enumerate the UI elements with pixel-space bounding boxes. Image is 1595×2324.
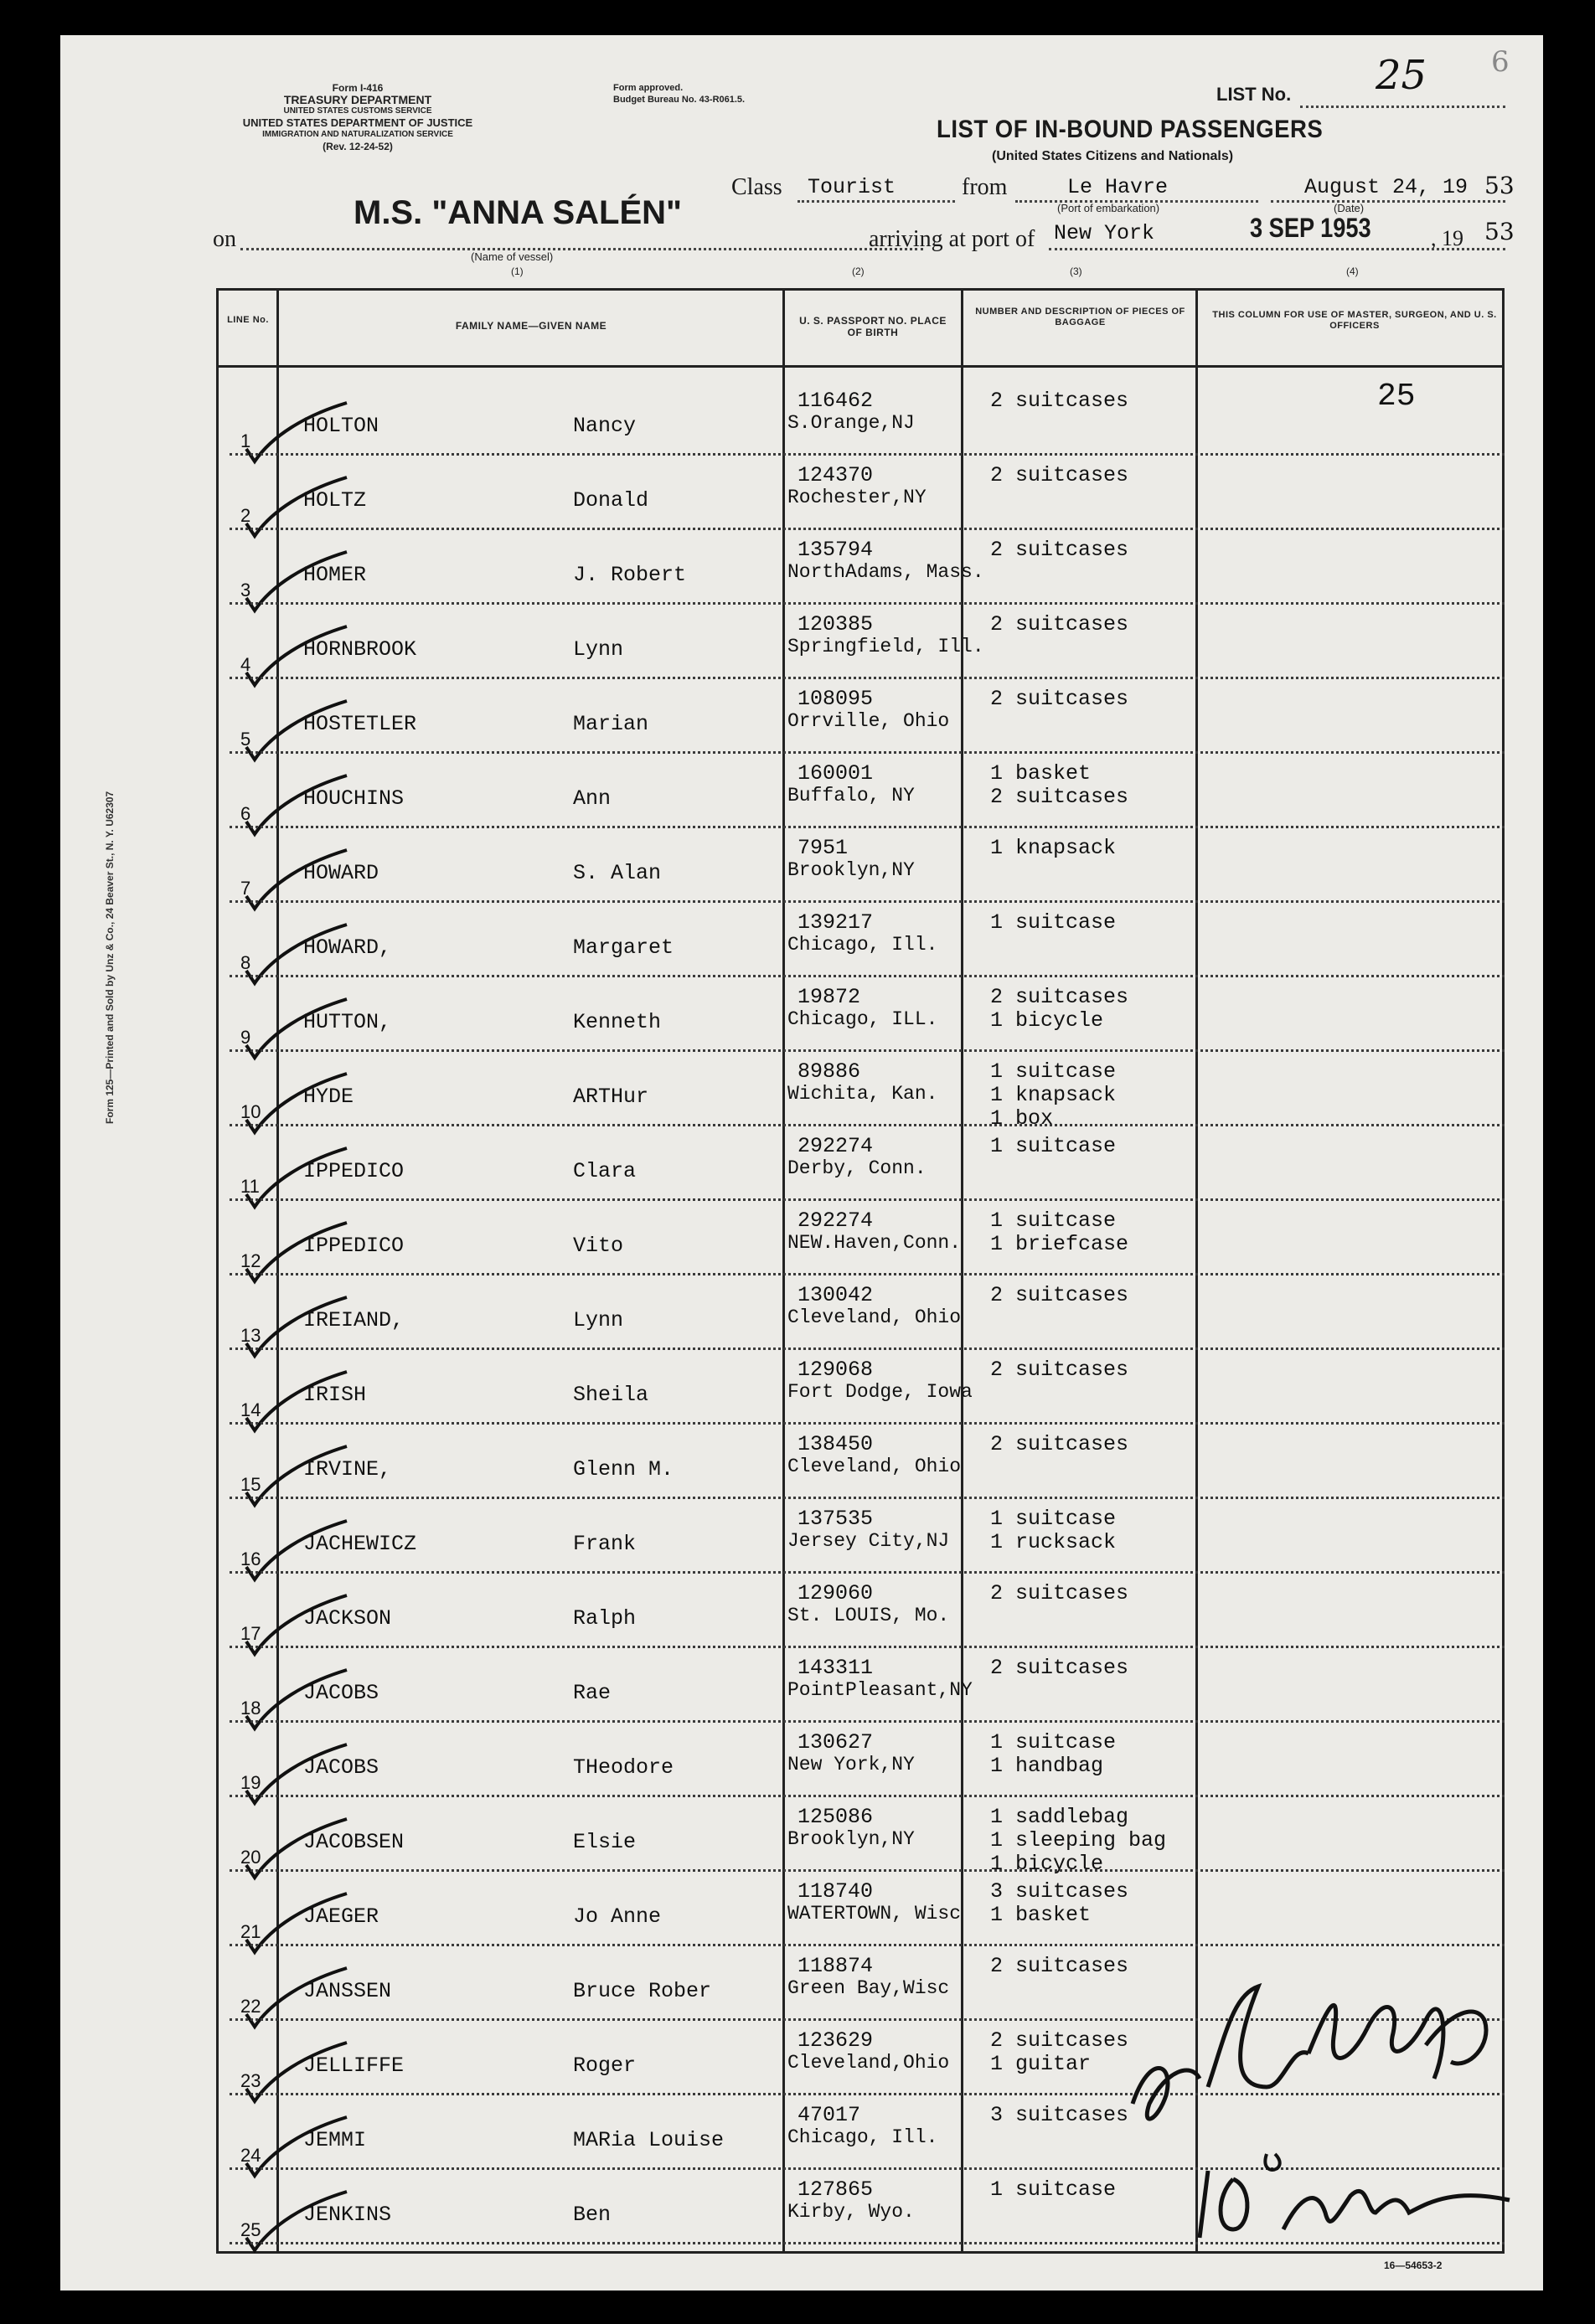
place-of-birth: NorthAdams, Mass. — [787, 561, 984, 583]
row-rule — [230, 1124, 1505, 1126]
place-of-birth: New York,NY — [787, 1754, 915, 1775]
form-number: Form I-416 — [332, 82, 384, 94]
budget-text: Budget Bureau No. 43-R061.5. — [613, 95, 746, 105]
baggage-item: 2 suitcases — [990, 985, 1129, 1009]
given-name: Clara — [573, 1159, 637, 1183]
passport-number: 123629 — [798, 2028, 874, 2053]
line-number: 5 — [240, 729, 251, 750]
baggage-item: 3 suitcases — [990, 2103, 1129, 2127]
baggage-item: 2 suitcases — [990, 2028, 1129, 2053]
baggage-item: 2 suitcases — [990, 1656, 1129, 1680]
family-name: HUTTON, — [303, 1010, 392, 1034]
table-row — [60, 904, 1543, 978]
check-mark — [238, 1666, 355, 1733]
baggage-item: 2 suitcases — [990, 463, 1129, 487]
place-of-birth: Cleveland,Ohio — [787, 2052, 950, 2074]
baggage-item: 2 suitcases — [990, 687, 1129, 711]
header-passport: U. S. PASSPORT NO. PLACE OF BIRTH — [799, 315, 947, 338]
line-number: 14 — [240, 1399, 261, 1420]
baggage-item: 1 suitcase — [990, 1208, 1117, 1233]
table-row — [60, 1202, 1543, 1276]
row-rule — [230, 1571, 1505, 1574]
header-baggage: NUMBER AND DESCRIPTION OF PIECES OF BAGGAGE — [975, 307, 1185, 327]
family-name: HYDE — [303, 1085, 354, 1109]
line-number: 20 — [240, 1847, 261, 1868]
table-row — [60, 1053, 1543, 1131]
given-name: Glenn M. — [573, 1457, 674, 1481]
check-mark — [238, 771, 355, 838]
baggage-item: 1 basket — [990, 761, 1092, 786]
check-mark — [238, 995, 355, 1062]
family-name: IRISH — [303, 1383, 367, 1407]
line-number: 11 — [240, 1176, 260, 1197]
given-name: Ben — [573, 2203, 612, 2227]
form-revision: (Rev. 12-24-52) — [323, 141, 393, 152]
check-mark — [238, 1815, 355, 1882]
passport-number: 143311 — [798, 1656, 874, 1680]
table-row — [60, 1500, 1543, 1574]
passport-number: 7951 — [798, 836, 849, 860]
line-number: 23 — [240, 2070, 261, 2091]
check-mark — [238, 1219, 355, 1286]
family-name: HOSTETLER — [303, 712, 417, 736]
family-name: JACOBS — [303, 1755, 379, 1780]
baggage-item: 1 suitcase — [990, 2177, 1117, 2202]
place-of-birth: Rochester,NY — [787, 487, 927, 508]
passport-number: 292274 — [798, 1134, 874, 1158]
check-mark — [238, 920, 355, 987]
baggage-item: 2 suitcases — [990, 612, 1129, 636]
given-name: MARia Louise — [573, 2128, 725, 2152]
place-of-birth: Orrville, Ohio — [787, 710, 950, 732]
list-subtitle: (United States Citizens and Nationals) — [992, 149, 1234, 163]
row-rule — [230, 1198, 1505, 1201]
place-of-birth: Chicago, Ill. — [787, 2126, 938, 2148]
row-rule — [230, 1049, 1505, 1052]
line-number: 6 — [240, 803, 251, 824]
class-label: Class — [731, 174, 782, 200]
inspector-signature — [1116, 1961, 1518, 2263]
baggage-item: 1 basket — [990, 1903, 1092, 1927]
family-name: HOLTON — [303, 414, 379, 438]
header-line-no: LINE No. — [227, 315, 269, 325]
passport-number: 108095 — [798, 687, 874, 711]
baggage-item: 2 suitcases — [990, 1432, 1129, 1456]
passport-number: 19872 — [798, 985, 861, 1009]
line-number: 13 — [240, 1325, 261, 1346]
officer-column-note: 25 — [1377, 379, 1416, 415]
check-mark — [238, 1368, 355, 1435]
header-officers: THIS COLUMN FOR USE OF MASTER, SURGEON, AND U. S. OFFICERS — [1212, 310, 1497, 331]
given-name: Roger — [573, 2053, 637, 2078]
family-name: HOLTZ — [303, 488, 367, 513]
embark-caption: (Port of embarkation) — [1057, 202, 1160, 214]
line-number: 1 — [240, 430, 251, 451]
row-rule — [230, 751, 1505, 754]
col-num-4: (4) — [1346, 265, 1359, 277]
line-number: 12 — [240, 1250, 261, 1271]
table-row — [60, 531, 1543, 605]
baggage-item: 1 suitcase — [990, 1507, 1117, 1531]
place-of-birth: Buffalo, NY — [787, 785, 915, 806]
place-of-birth: WATERTOWN, Wisc — [787, 1903, 962, 1925]
given-name: Vito — [573, 1234, 624, 1258]
vessel-name: M.S. "ANNA SALÉN" — [354, 194, 683, 231]
line-number: 17 — [240, 1623, 261, 1644]
table-row — [60, 829, 1543, 904]
passport-number: 127865 — [798, 2177, 874, 2202]
corner-mark: 6 — [1491, 45, 1510, 79]
place-of-birth: NEW.Haven,Conn. — [787, 1232, 962, 1254]
passport-number: 160001 — [798, 761, 874, 786]
given-name: J. Robert — [573, 563, 687, 587]
table-row — [60, 1649, 1543, 1724]
table-row — [60, 1873, 1543, 1947]
family-name: HORNBROOK — [303, 637, 417, 662]
baggage-item: 1 suitcase — [990, 1730, 1117, 1755]
on-label: on — [213, 226, 236, 252]
baggage-item: 3 suitcases — [990, 1879, 1129, 1904]
list-title: LIST OF IN-BOUND PASSENGERS — [937, 116, 1324, 143]
place-of-birth: Springfield, Ill. — [787, 636, 984, 657]
family-name: HOWARD — [303, 861, 379, 885]
given-name: THeodore — [573, 1755, 674, 1780]
baggage-item: 2 suitcases — [990, 1581, 1129, 1605]
line-number: 19 — [240, 1772, 261, 1793]
place-of-birth: Green Bay,Wisc — [787, 1977, 950, 1999]
given-name: Margaret — [573, 935, 674, 960]
ins-service: IMMIGRATION AND NATURALIZATION SERVICE — [262, 130, 453, 139]
check-mark — [238, 548, 355, 615]
line-number: 3 — [240, 580, 251, 600]
passport-number: 137535 — [798, 1507, 874, 1531]
place-of-birth: St. LOUIS, Mo. — [787, 1605, 950, 1626]
place-of-birth: Cleveland, Ohio — [787, 1456, 962, 1477]
place-of-birth: Chicago, ILL. — [787, 1008, 938, 1030]
passport-number: 130627 — [798, 1730, 874, 1755]
table-row — [60, 755, 1543, 829]
given-name: Lynn — [573, 637, 624, 662]
check-mark — [238, 1144, 355, 1211]
row-rule — [230, 528, 1505, 530]
form-header-block — [190, 82, 525, 152]
given-name: Ann — [573, 786, 612, 811]
baggage-item: 1 saddlebag — [990, 1805, 1129, 1829]
table-row — [60, 605, 1543, 680]
given-name: Kenneth — [573, 1010, 662, 1034]
family-name: JANSSEN — [303, 1979, 392, 2003]
list-number: 25 — [1376, 52, 1427, 99]
line-number: 21 — [240, 1921, 261, 1942]
row-rule — [230, 1273, 1505, 1275]
header-name: FAMILY NAME—GIVEN NAME — [455, 320, 607, 332]
family-name: HOWARD, — [303, 935, 392, 960]
check-mark — [238, 1517, 355, 1584]
arrival-year: 53 — [1484, 218, 1515, 245]
date-line — [1271, 200, 1505, 203]
table-row — [60, 1276, 1543, 1351]
table-row — [60, 382, 1543, 456]
family-name: JACOBS — [303, 1681, 379, 1705]
given-name: Sheila — [573, 1383, 649, 1407]
line-number: 18 — [240, 1698, 261, 1719]
check-mark — [238, 2187, 355, 2254]
passport-number: 129060 — [798, 1581, 874, 1605]
baggage-item: 2 suitcases — [990, 1954, 1129, 1978]
passport-number: 135794 — [798, 538, 874, 562]
row-rule — [230, 677, 1505, 679]
passport-number: 138450 — [798, 1432, 874, 1456]
check-mark — [238, 1964, 355, 2031]
header-bottom-rule — [216, 365, 1505, 368]
class-line — [798, 200, 955, 203]
place-of-birth: S.Orange,NJ — [787, 412, 915, 434]
from-label: from — [962, 174, 1008, 200]
passport-number: 89886 — [798, 1059, 861, 1084]
table-row — [60, 1127, 1543, 1202]
passport-number: 118740 — [798, 1879, 874, 1904]
place-of-birth: Cleveland, Ohio — [787, 1306, 962, 1328]
passport-number: 116462 — [798, 389, 874, 413]
class-value: Tourist — [808, 175, 896, 199]
line-number: 15 — [240, 1474, 261, 1495]
baggage-item: 1 briefcase — [990, 1232, 1129, 1256]
table-row — [60, 1798, 1543, 1876]
row-rule — [230, 453, 1505, 456]
check-mark — [238, 846, 355, 913]
row-rule — [230, 602, 1505, 605]
check-mark — [238, 2113, 355, 2180]
baggage-item: 1 knapsack — [990, 1083, 1117, 1107]
line-number: 10 — [240, 1101, 261, 1122]
given-name: Marian — [573, 712, 649, 736]
baggage-item: 2 suitcases — [990, 1283, 1129, 1307]
arrival-year-prefix: , 19 — [1431, 226, 1463, 250]
baggage-item: 1 box — [990, 1106, 1054, 1131]
passport-number: 118874 — [798, 1954, 874, 1978]
family-name: JACKSON — [303, 1606, 392, 1631]
justice-dept: UNITED STATES DEPARTMENT OF JUSTICE — [242, 116, 473, 129]
family-name: IPPEDICO — [303, 1159, 405, 1183]
line-number: 4 — [240, 654, 251, 675]
baggage-item: 2 suitcases — [990, 538, 1129, 562]
list-number-line — [1300, 106, 1505, 108]
table-row — [60, 456, 1543, 531]
list-label: LIST No. — [1216, 84, 1292, 105]
row-rule — [230, 1497, 1505, 1499]
check-mark — [238, 1889, 355, 1956]
row-rule — [230, 1348, 1505, 1350]
baggage-item: 1 sleeping bag — [990, 1828, 1167, 1853]
port-of-embarkation: Le Havre — [1067, 175, 1169, 199]
family-name: HOMER — [303, 563, 367, 587]
passport-number: 120385 — [798, 612, 874, 636]
table-row — [60, 680, 1543, 755]
family-name: JELLIFFE — [303, 2053, 405, 2078]
check-mark — [238, 1293, 355, 1360]
row-rule — [230, 1869, 1505, 1872]
arrival-port: New York — [1054, 221, 1155, 245]
table-row — [60, 1425, 1543, 1500]
given-name: ARTHur — [573, 1085, 649, 1109]
check-mark — [238, 1591, 355, 1658]
bottom-code: 16—54653-2 — [1384, 2260, 1443, 2271]
table-row — [60, 1574, 1543, 1649]
baggage-item: 1 suitcase — [990, 1059, 1117, 1084]
place-of-birth: Kirby, Wyo. — [787, 2201, 915, 2223]
check-mark — [238, 1442, 355, 1509]
place-of-birth: Wichita, Kan. — [787, 1083, 938, 1105]
line-number: 25 — [240, 2219, 261, 2240]
line-number: 7 — [240, 878, 251, 899]
row-rule — [230, 1795, 1505, 1797]
col-num-3: (3) — [1070, 265, 1082, 277]
vessel-line — [240, 248, 923, 250]
row-rule — [230, 826, 1505, 828]
col-num-1: (1) — [511, 265, 524, 277]
family-name: IPPEDICO — [303, 1234, 405, 1258]
approved-text: Form approved. — [613, 83, 684, 93]
baggage-item: 1 knapsack — [990, 836, 1117, 860]
family-name: IRVINE, — [303, 1457, 392, 1481]
place-of-birth: Chicago, Ill. — [787, 934, 938, 956]
given-name: Jo Anne — [573, 1904, 662, 1929]
line-number: 22 — [240, 1996, 261, 2017]
check-mark — [238, 697, 355, 764]
baggage-item: 1 guitar — [990, 2052, 1092, 2076]
arrival-stamp: 3 SEP 1953 — [1250, 213, 1371, 243]
passport-number: 130042 — [798, 1283, 874, 1307]
row-rule — [230, 1646, 1505, 1648]
check-mark — [238, 1740, 355, 1807]
table-row — [60, 1351, 1543, 1425]
arrival-line — [1049, 248, 1505, 250]
given-name: Bruce Rober — [573, 1979, 712, 2003]
baggage-item: 2 suitcases — [990, 785, 1129, 809]
place-of-birth: Brooklyn,NY — [787, 859, 915, 881]
row-rule — [230, 1422, 1505, 1425]
signature-text — [1233, 2020, 1240, 2021]
line-number: 24 — [240, 2145, 261, 2166]
baggage-item: 1 suitcase — [990, 1134, 1117, 1158]
check-mark — [238, 399, 355, 466]
check-mark — [238, 473, 355, 540]
embark-date: August 24, 19 — [1304, 175, 1469, 199]
baggage-item: 1 rucksack — [990, 1530, 1117, 1554]
family-name: JEMMI — [303, 2128, 367, 2152]
col-num-2: (2) — [852, 265, 865, 277]
family-name: IREIAND, — [303, 1308, 405, 1332]
family-name: JAEGER — [303, 1904, 379, 1929]
family-name: JENKINS — [303, 2203, 392, 2227]
row-rule — [230, 1720, 1505, 1723]
row-rule — [230, 975, 1505, 977]
family-name: JACOBSEN — [303, 1830, 405, 1854]
given-name: Nancy — [573, 414, 637, 438]
passport-number: 125086 — [798, 1805, 874, 1829]
line-number: 2 — [240, 505, 251, 526]
baggage-item: 1 handbag — [990, 1754, 1104, 1778]
passport-number: 139217 — [798, 910, 874, 935]
baggage-item: 1 suitcase — [990, 910, 1117, 935]
baggage-item: 1 bicycle — [990, 1852, 1104, 1876]
date-caption: (Date) — [1334, 202, 1365, 214]
place-of-birth: Fort Dodge, Iowa — [787, 1381, 973, 1403]
row-rule — [230, 1944, 1505, 1946]
side-print-line: Form 125—Printed and Sold by Unz & Co., 24 Beaver St., N. Y. U62307 — [104, 791, 116, 1124]
line-number: 8 — [240, 952, 251, 973]
arriving-label: arriving at port of — [869, 226, 1035, 252]
place-of-birth: Brooklyn,NY — [787, 1828, 915, 1850]
passport-number: 129068 — [798, 1358, 874, 1382]
passport-number: 47017 — [798, 2103, 861, 2127]
family-name: HOUCHINS — [303, 786, 405, 811]
line-number: 9 — [240, 1027, 251, 1048]
customs-service: UNITED STATES CUSTOMS SERVICE — [283, 106, 432, 116]
given-name: Elsie — [573, 1830, 637, 1854]
family-name: JACHEWICZ — [303, 1532, 417, 1556]
table-row — [60, 978, 1543, 1053]
place-of-birth: PointPleasant,NY — [787, 1679, 973, 1701]
place-of-birth: Derby, Conn. — [787, 1157, 927, 1179]
line-number: 16 — [240, 1548, 261, 1569]
table-row — [60, 1724, 1543, 1798]
embark-date-year: 53 — [1484, 172, 1515, 199]
treasury-dept: TREASURY DEPARTMENT — [283, 93, 432, 106]
given-name: Lynn — [573, 1308, 624, 1332]
check-mark — [238, 2038, 355, 2105]
check-mark — [238, 1069, 355, 1136]
baggage-item: 2 suitcases — [990, 389, 1129, 413]
passport-number: 124370 — [798, 463, 874, 487]
passport-number: 292274 — [798, 1208, 874, 1233]
given-name: Frank — [573, 1532, 637, 1556]
check-mark — [238, 622, 355, 689]
place-of-birth: Jersey City,NJ — [787, 1530, 950, 1552]
vessel-caption: (Name of vessel) — [471, 250, 554, 263]
baggage-item: 2 suitcases — [990, 1358, 1129, 1382]
given-name: S. Alan — [573, 861, 662, 885]
form-approval — [613, 82, 745, 106]
baggage-item: 1 bicycle — [990, 1008, 1104, 1033]
document-page — [60, 35, 1543, 2291]
given-name: Rae — [573, 1681, 612, 1705]
given-name: Ralph — [573, 1606, 637, 1631]
row-rule — [230, 900, 1505, 903]
given-name: Donald — [573, 488, 649, 513]
